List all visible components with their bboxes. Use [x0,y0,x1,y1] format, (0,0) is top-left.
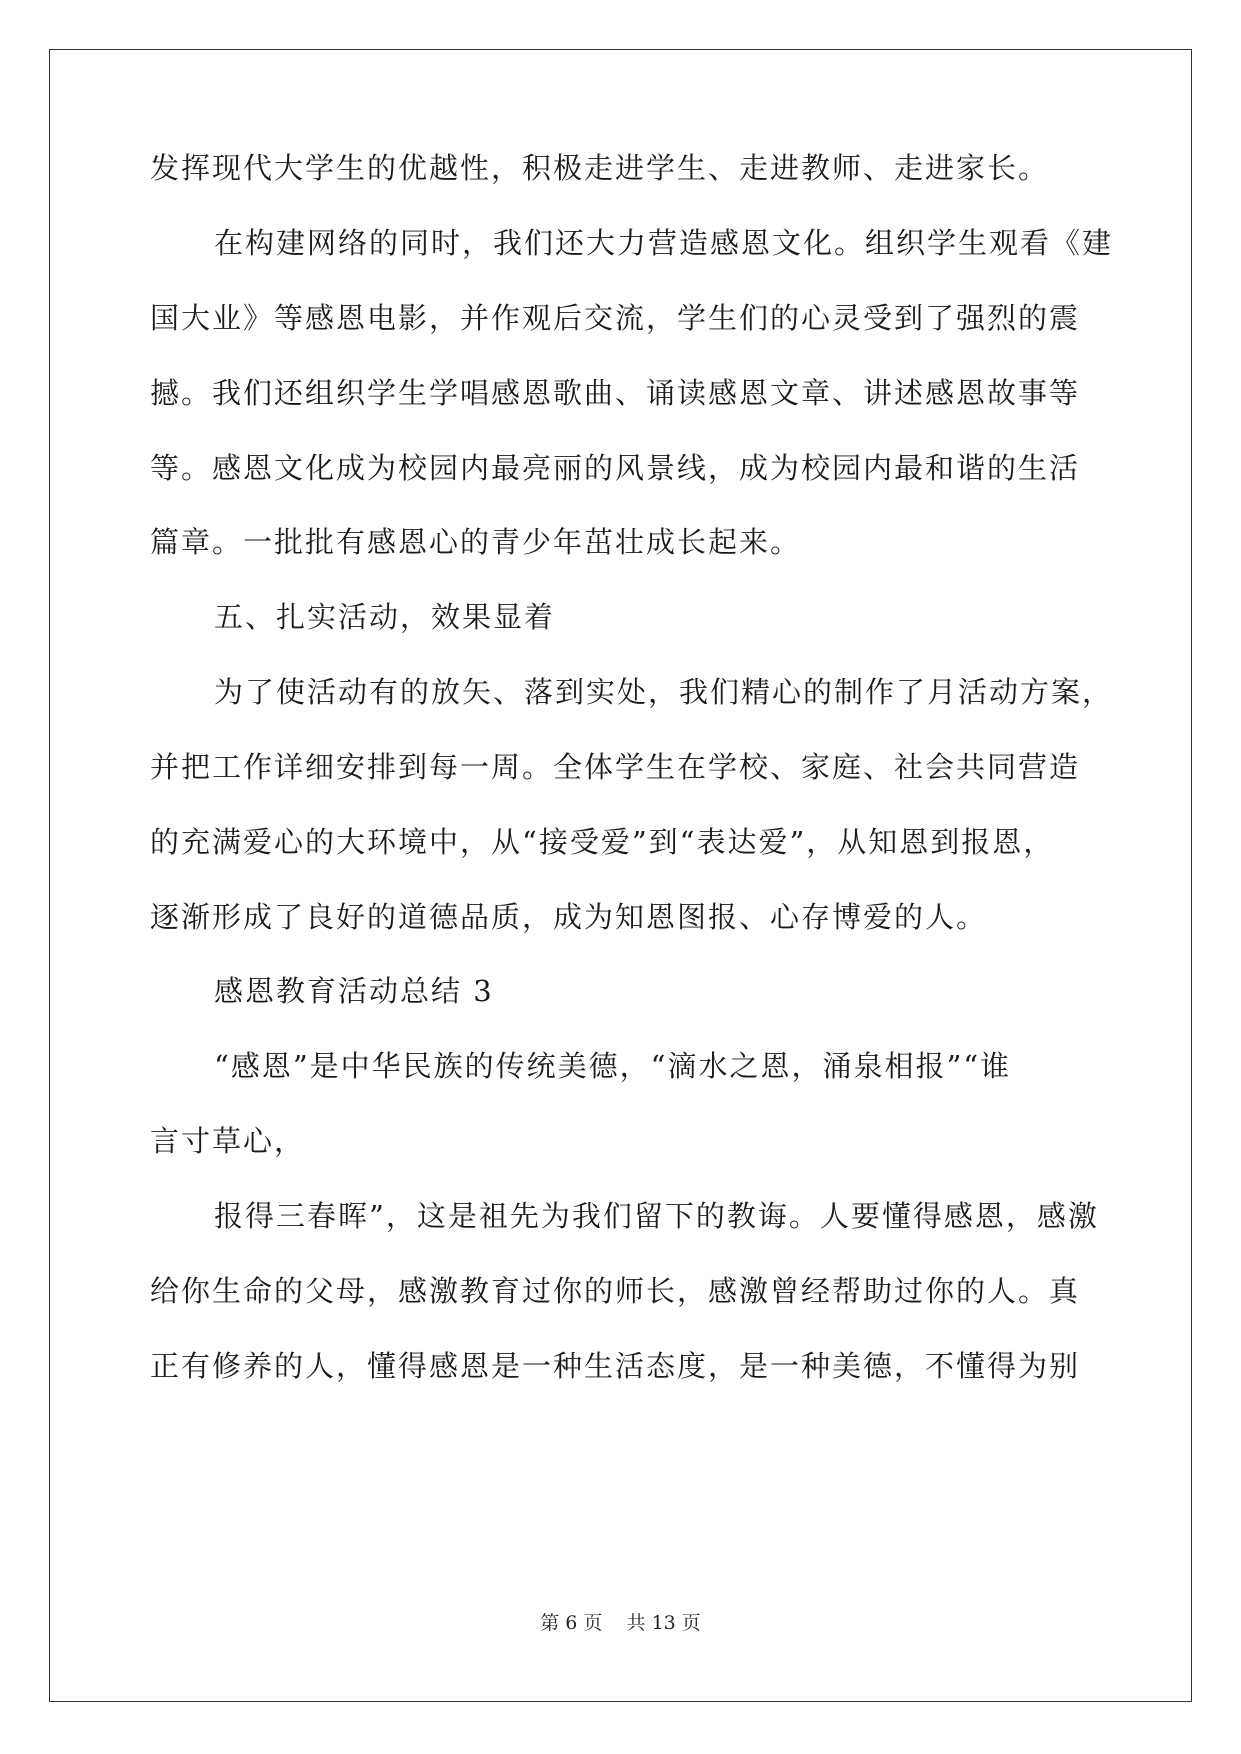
text-line: 给你生命的父母，感激教育过你的师长，感激曾经帮助过你的人。真 [150,1274,1081,1308]
text-line: 篇章。一批批有感恩心的青少年茁壮成长起来。 [150,525,802,559]
paragraph-first-line: 为了使活动有的放矢、落到实处，我们精心的制作了月活动方案， [214,675,1114,709]
text-line: 并把工作详细安排到每一周。全体学生在学校、家庭、社会共同营造 [150,750,1081,784]
text-line: 逐渐形成了良好的道德品质，成为知恩图报、心存博爱的人。 [150,900,988,934]
text-line: 等。感恩文化成为校园内最亮丽的风景线，成为校园内最和谐的生活 [150,451,1081,485]
text-line: 发挥现代大学生的优越性，积极走进学生、走进教师、走进家长。 [150,151,1050,185]
page-border [49,49,1192,1702]
section-title: 感恩教育活动总结 3 [214,974,494,1008]
section-heading: 五、扎实活动，效果显着 [214,600,556,634]
text-line: 的充满爱心的大环境中，从“接受爱”到“表达爱”，从知恩到报恩， [150,825,1055,859]
paragraph-first-line: 在构建网络的同时，我们还大力营造感恩文化。组织学生观看《建 [214,226,1114,260]
paragraph-first-line: 报得三春晖”，这是祖先为我们留下的教诲。人要懂得感恩，感激 [214,1199,1099,1233]
page-total: 共 13 页 [626,1612,701,1634]
page-footer [0,1611,1241,1635]
page-number: 第 6 页 [540,1612,603,1634]
paragraph-first-line: “感恩”是中华民族的传统美德，“滴水之恩，涌泉相报”“谁 [214,1049,1012,1083]
text-line: 国大业》等感恩电影，并作观后交流，学生们的心灵受到了强烈的震 [150,301,1081,335]
text-line: 正有修养的人，懂得感恩是一种生活态度，是一种美德，不懂得为别 [150,1349,1081,1383]
text-line: 言寸草心， [150,1124,306,1158]
text-line: 撼。我们还组织学生学唱感恩歌曲、诵读感恩文章、讲述感恩故事等 [150,376,1081,410]
